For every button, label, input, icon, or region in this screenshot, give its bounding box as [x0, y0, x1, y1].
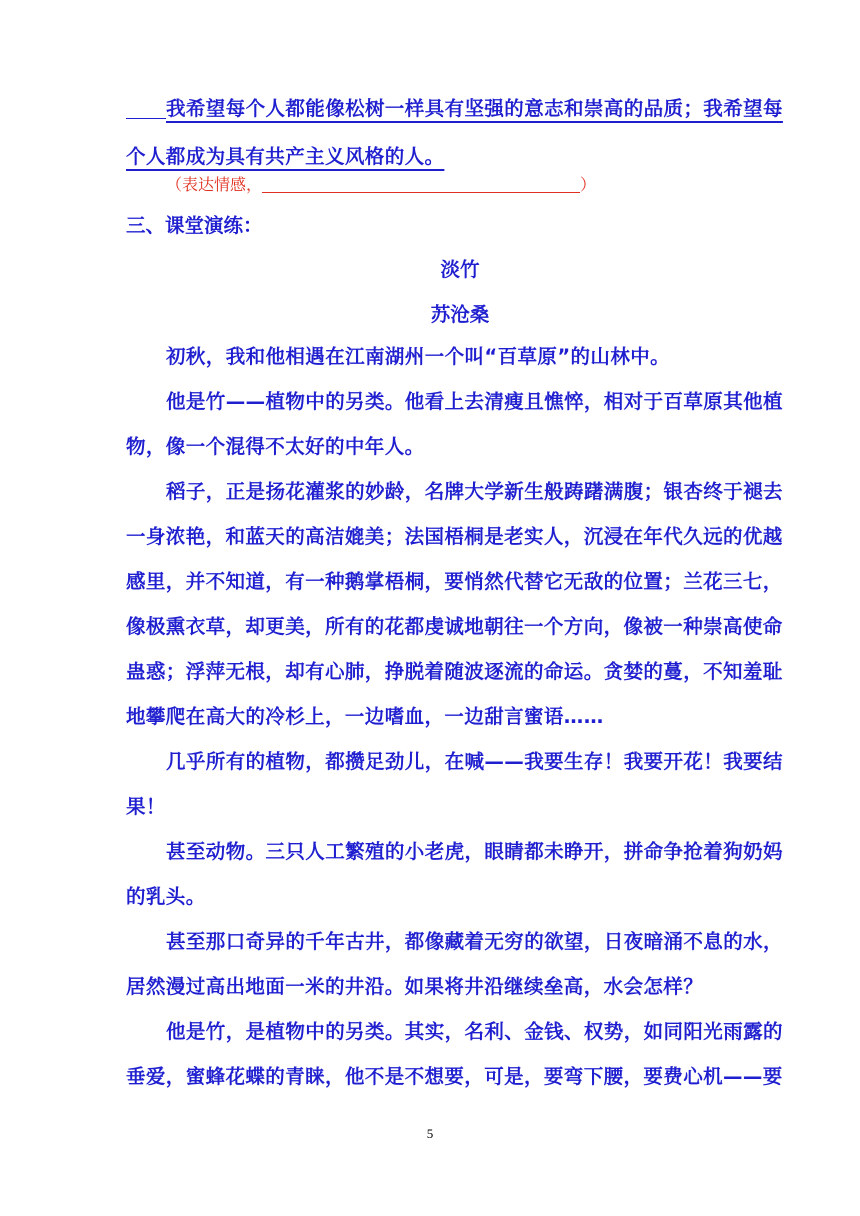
note-suffix: ） [580, 175, 597, 194]
article-line: 像极熏衣草，却更美，所有的花都虔诚地朝往一个方向，像被一种崇高使命 [126, 615, 783, 638]
article-line: 蛊惑；浮萍无根，却有心肺，挣脱着随波逐流的命运。贪婪的蔓，不知羞耻 [126, 660, 783, 683]
article-line: 垂爱，蜜蜂花蝶的青睐，他不是不想要，可是，要弯下腰，要费心机——要 [126, 1065, 783, 1088]
article-line: 地攀爬在高大的冷杉上，一边嗜血，一边甜言蜜语…… [126, 705, 604, 728]
article-line: 感里，并不知道，有一种鹅掌梧桐，要悄然代替它无敌的位置；兰花三七， [126, 570, 783, 593]
article-line: 的乳头。 [126, 885, 206, 908]
article-line: 几乎所有的植物，都攒足劲儿，在喊——我要生存！我要开花！我要结 [166, 750, 783, 773]
intro-text-2: 个人都成为具有共产主义风格的人。 [126, 145, 445, 168]
article-line: 甚至动物。三只人工繁殖的小老虎，眼睛都未睁开，拼命争抢着狗奶妈 [166, 840, 783, 863]
article-line: 物，像一个混得不太好的中年人。 [126, 435, 425, 458]
intro-line-1 [126, 96, 783, 122]
article-title: 淡竹 [440, 258, 480, 281]
intro-line-2 [126, 144, 444, 170]
article-line: 居然漫过高出地面一米的井沿。如果将井沿继续垒高，水会怎样？ [126, 975, 704, 998]
article-line: 一身浓艳，和蓝天的高洁媲美；法国梧桐是老实人，沉浸在年代久远的优越 [126, 525, 783, 548]
article-line: 果！ [126, 795, 166, 818]
article-line: 初秋，我和他相遇在江南湖州一个叫“百草原”的山林中。 [166, 345, 671, 368]
article-line: 他是竹——植物中的另类。他看上去清瘦且憔悴，相对于百草原其他植 [166, 390, 783, 413]
note-prefix: （表达情感， [166, 175, 263, 194]
fill-in-note [166, 174, 596, 196]
indent-underline [126, 96, 166, 119]
page-number: 5 [426, 1126, 434, 1141]
intro-text-1: 我希望每个人都能像松树一样具有坚强的意志和崇高的品质；我希望每 [166, 97, 783, 120]
article-line: 稻子，正是扬花灌浆的妙龄，名牌大学新生般踌躇满腹；银杏终于褪去 [166, 480, 783, 503]
article-line: 他是竹，是植物中的另类。其实，名利、金钱、权势，如同阳光雨露的 [166, 1020, 783, 1043]
answer-blank[interactable] [262, 174, 580, 193]
section-heading: 三、课堂演练： [126, 214, 263, 237]
article-author: 苏沧桑 [430, 303, 490, 326]
article-line: 甚至那口奇异的千年古井，都像藏着无穷的欲望，日夜暗涌不息的水， [166, 930, 783, 953]
